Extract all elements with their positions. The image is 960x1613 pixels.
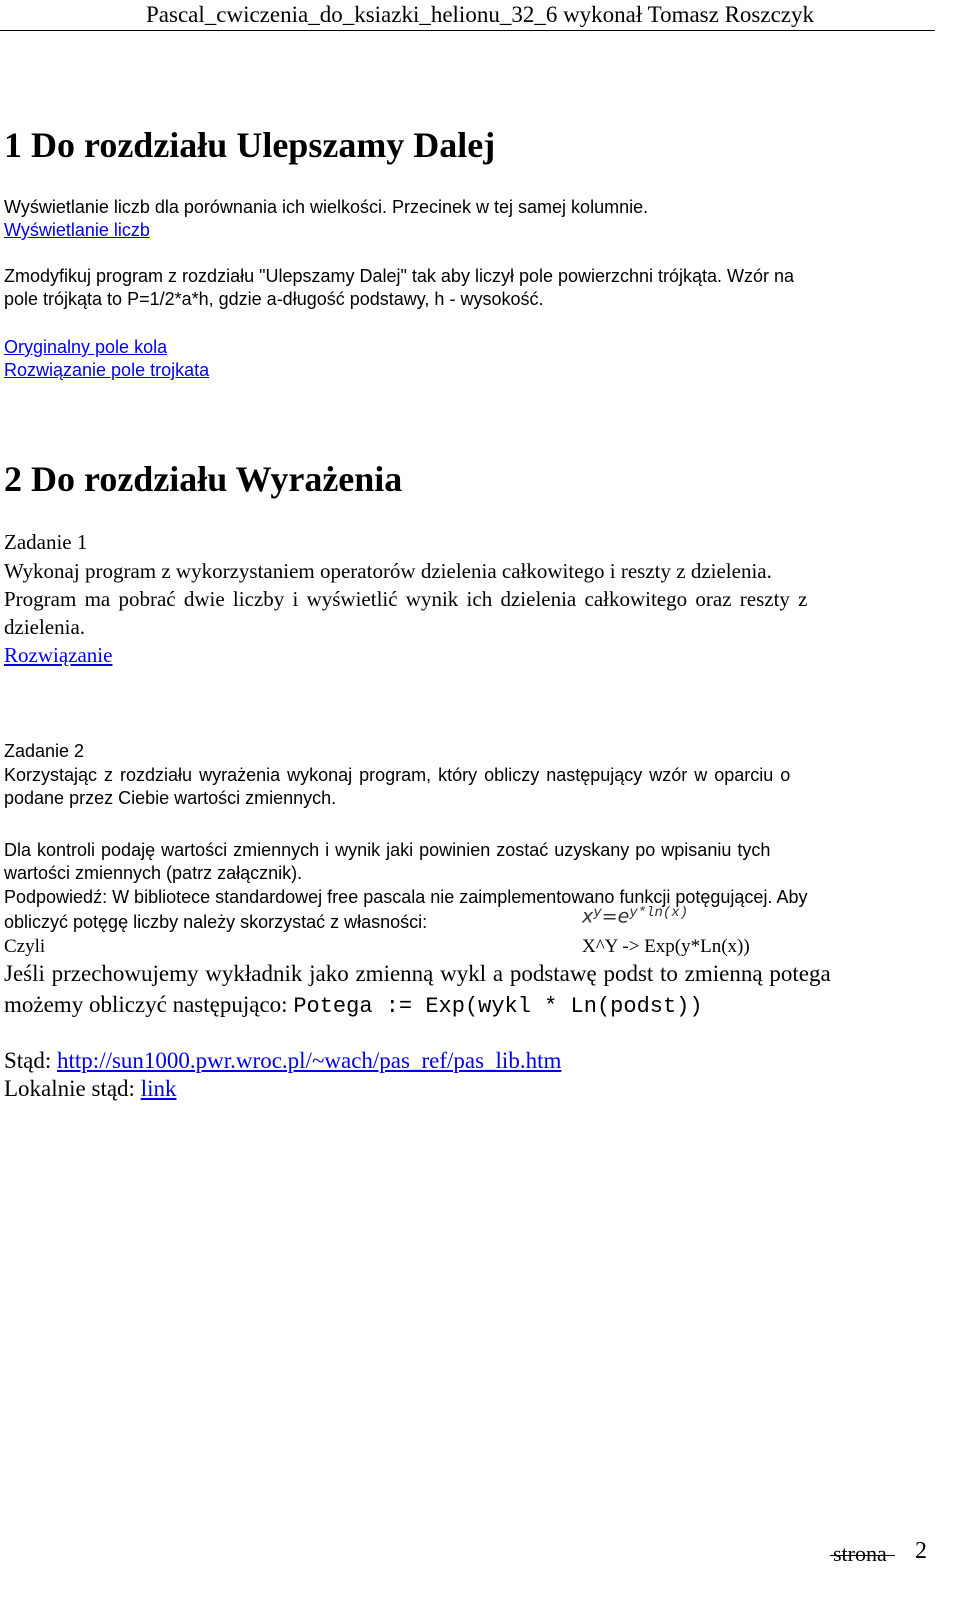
task2-line1: Korzystając z rozdziału wyrażenia wykonaj program, który obliczy następujący wzór w oparciu o [4,765,791,785]
task1-line1: Wykonaj program z wykorzystaniem operatorów dzielenia całkowitego i reszty z dzielenia. [4,559,772,583]
task2-title: Zadanie 2 [4,741,85,761]
footer-label: strona [833,1541,887,1566]
section-1-intro: Wyświetlanie liczb dla porównania ich wielkości. Przecinek w tej samej kolumnie. [4,197,649,217]
task2-control-line1: Dla kontroli podaję wartości zmiennych i wynik jaki powinien zostać uzyskany po wpisaniu tych [4,840,771,860]
section-1-heading: 1 Do rozdziału Ulepszamy Dalej [4,125,496,165]
czyli-formula: X^Y -> Exp(y*Ln(x)) [582,936,750,957]
formula-exponent-2: y*ln(x) [629,905,689,921]
power-formula [582,905,688,927]
local-link[interactable]: link [140,1076,177,1101]
code-snippet: Potega := Exp(wykl * Ln(podst)) [293,994,703,1019]
link-original-circle[interactable]: Oryginalny pole kola [4,337,168,357]
link-task1-solution[interactable]: Rozwiązanie [4,643,113,667]
page-number: 2 [915,1538,927,1564]
link-display-numbers[interactable]: Wyświetlanie liczb [4,220,150,240]
section-1-task-line1: Zmodyfikuj program z rozdziału "Ulepszamy Dalej" tak aby liczył pole powierzchni trójkąta. Wzór na [4,266,795,286]
local-source-line [4,1074,176,1104]
running-header: Pascal_cwiczenia_do_ksiazki_helionu_32_6 wykonał Tomasz Roszczyk [146,2,814,27]
formula-base: x [582,905,594,928]
task1-line3: dzielenia. [4,615,86,639]
section-1-task-line2: pole trójkąta to P=1/2*a*h, gdzie a-długość podstawy, h - wysokość. [4,289,544,309]
section-2-heading: 2 Do rozdziału Wyrażenia [4,459,403,499]
header-divider [0,30,935,31]
formula-exponent: y [593,905,602,921]
task2-hint-line2: obliczyć potęgę liczby należy skorzystać z własności: [4,912,428,932]
czyli-label: Czyli [4,936,46,957]
source-label: Stąd: [4,1048,58,1073]
task2-control-line2: wartości zmiennych (patrz załącznik). [4,863,303,883]
source-url-link[interactable]: http://sun1000.pwr.wroc.pl/~wach/pas_ref/pas_lib.htm [57,1048,562,1073]
link-triangle-solution[interactable]: Rozwiązanie pole trojkata [4,360,210,380]
source-line [4,1046,561,1076]
task1-title: Zadanie 1 [4,530,88,554]
task2-line2: podane przez Ciebie wartości zmiennych. [4,788,337,808]
task1-line2: Program ma pobrać dwie liczby i wyświetlić wynik ich dzielenia całkowitego oraz reszty z [4,587,808,611]
task2-hint-line1: Podpowiedź: W bibliotece standardowej free pascala nie zaimplementowano funkcji potęgującej. Aby [4,887,808,907]
formula-equals-e: =e [601,905,630,928]
store-text: możemy obliczyć następująco: [4,992,294,1017]
task2-store-line1: Jeśli przechowujemy wykładnik jako zmienną wykl a podstawę podst to zmienną potega [4,961,831,986]
task2-store-line2 [4,990,703,1022]
local-label: Lokalnie stąd: [4,1076,141,1101]
